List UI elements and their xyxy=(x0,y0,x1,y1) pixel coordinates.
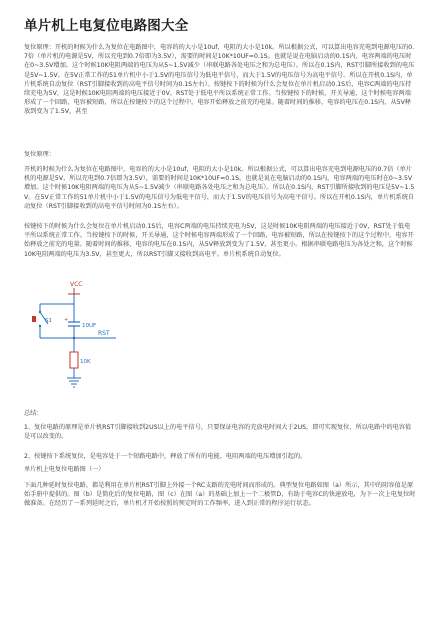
button-reset-paragraph: 按键按下的时候为什么会复位在单片机启动0.1S后，电容C两端的电压持续充电为5V，这是时候10K电阻两端的电压接近于0V，RST处于低电平所以系统正常工作。当按键按下的时候，开关导通，这个时候电容两端形成了一个回路，电容被短路，所以在按键按下的这个过程中，电容开始释放之前充的电量。随着时间的推移，电容的电压在0.1S内，从5V释放到变为了1.5V，甚至更小。根据串联电路电压为各处之和，这个时候10K电阻两端的电压为3.5V，甚至更大，所以RST引脚又接收到高电平。单片机系统自动复位。 xyxy=(24,223,414,258)
resistor-label: 10K xyxy=(80,359,91,365)
rst-label: RST xyxy=(98,330,110,337)
switch-label: S1 xyxy=(45,318,52,324)
section-label-principle: 复位原理： xyxy=(24,151,55,158)
capacitor-icon xyxy=(64,317,80,326)
section-heading-circuit-1: 单片机上电复位电路图（一） xyxy=(24,466,105,473)
reset-circuit-diagram xyxy=(30,278,122,390)
svg-text:+: + xyxy=(64,317,69,323)
intro-paragraph: 复位原理：开机的时候为什么为复位在电路图中，电容的的大小是10uf，电阻的大小是10k。所以根据公式，可以算出电容充电到电源电压的0.7倍（单片机的电源是5V，所以充电到0.7倍即为3.5V），需要的时间是10K*10UF=0.1S。也就是说在电脑启动的0.1S内，电容两端的电压时在0~3.5V增加。这个时候10K电阻两端的电压为从5~1.5V减少（串联电路各处电压之和为总电压）。所以在0.1S内，RST引脚所接收到的电压是5V~1.5V。在5V正常工作的51单片机中小于1.5V的电压信号为低电平信号，而大于1.5V的电压信号为高电平信号。所以在开机0.1S内，单片机系统自动复位（RST引脚接收到的高电平信号时间为0.1S左右）。按键按下的时候为什么会复位在单片机启动0.1S后，电容C两端的电压持续充电为5V，这是时候10K电阻两端的电压接近于0V，RST处于低电平所以系统正常工作。当按键按下的时候，开关导通，这个时候电容两端形成了一个回路，电容被短路，所以在按键按下的这个过程中，电容开始释放之前充的电量。随着时间的推移，电容的电压在0.1S内，从5V释放到变为了1.5V，甚至 xyxy=(24,44,415,116)
resistor-icon xyxy=(70,352,78,368)
circuit-description-paragraph: 下面几种延时复位电路，都是利用在单片机RST引脚上外接一个RC支路的充电时间而形成的。典型复位电路如图（a）所示，其中的阻容值是原始手册中提供的。图（b）是简化后的复位电路，图（c）在图（a）的基础上加上一个二极管D，有助于电容C的快速放电，为下一次上电复位时做准备。在经历了一系列延时之后，单片机才开始按照的预定时的工作频率，进入到正常的程序运行状态。 xyxy=(24,482,416,508)
page-title: 单片机上电复位电路图大全 xyxy=(24,18,189,34)
summary-point-2: 2、按键按下系统复位，是电容处于一个短路电路中，释放了所有的电能，电阻两端的电压增加引起的。 xyxy=(24,453,307,460)
capacitor-label: 10UF xyxy=(82,323,97,329)
power-on-reset-paragraph: 开机的时候为什么为复位在电路图中，电容的的大小是10uf，电阻的大小是10k。所以根据公式，可以算出电容充电到电源电压的0.7倍（单片机的电源是5V，所以充电到0.7倍即为3.5V），需要的时间是10K*10UF=0.1S。也就是说在电脑启动的0.1S内，电容两端的电压时在0~3.5V增加。这个时候10K电阻两端的电压为从5~1.5V减少（串联电路各处电压之和为总电压）。所以在0.1S内，RST引脚所接收到的电压是5V~1.5V。在5V正常工作的51单片机中小于1.5V的电压信号为低电平信号，而大于1.5V的电压信号为高电平信号。所以在开机0.1S内，单片机系统自动复位（RST引脚接收到的高电平信号时间为0.1S左右）。 xyxy=(24,166,415,210)
summary-point-1: 1、复位电路的原理是单片机RST引脚接收到2US以上的电平信号，只要保证电容的充放电时间大于2US，即可实现复位，所以电路中的电容值是可以改变的。 xyxy=(24,424,412,441)
vcc-label: VCC xyxy=(70,281,83,288)
summary-label: 总结： xyxy=(24,410,43,417)
ground-icon xyxy=(67,378,81,387)
